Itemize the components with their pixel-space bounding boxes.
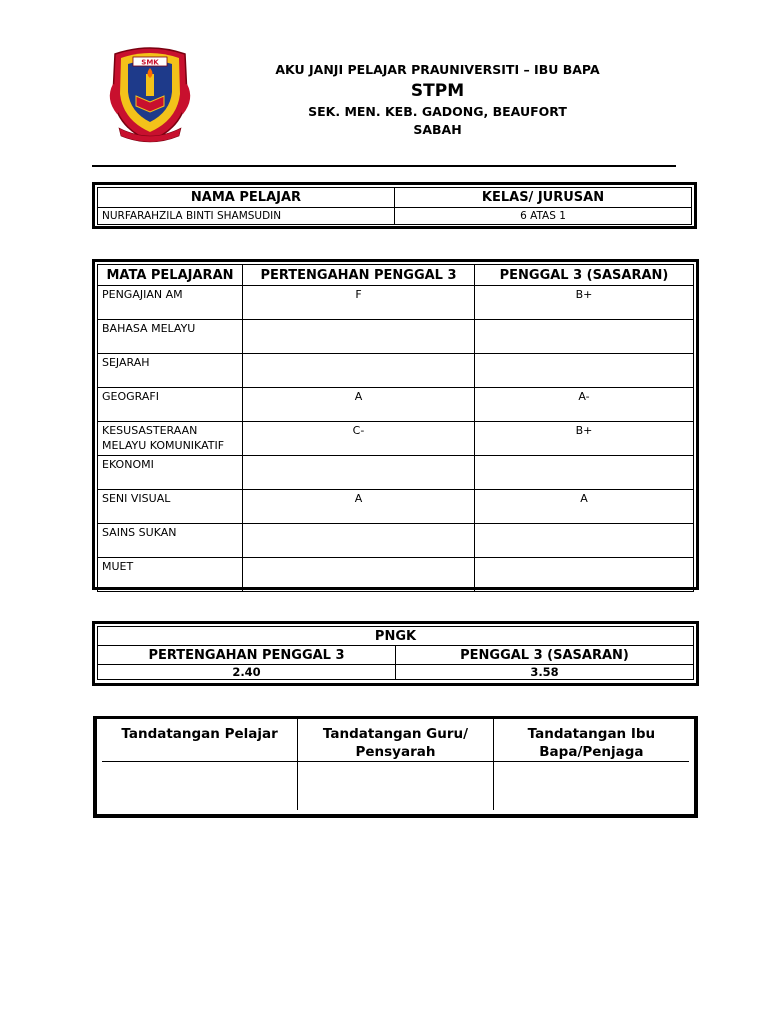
pngk-title: PNGK	[98, 627, 694, 646]
subjects-table	[92, 259, 699, 590]
target-grade: A-	[475, 388, 694, 422]
mid-term-grade	[243, 558, 475, 592]
subject-name: MUET	[98, 558, 243, 592]
subject-name: GEOGRAFI	[98, 388, 243, 422]
mid-term-grade: C-	[243, 422, 475, 456]
table-row	[98, 422, 694, 456]
student-name: NURFARAHZILA BINTI SHAMSUDIN	[98, 208, 395, 225]
table-row	[98, 286, 694, 320]
table-row	[98, 558, 694, 592]
school-state: SABAH	[413, 122, 462, 137]
pngk-mid-term-value: 2.40	[98, 665, 396, 680]
table-row	[98, 490, 694, 524]
subject-column-header: MATA PELAJARAN	[98, 265, 243, 286]
pngk-mid-term-header: PERTENGAHAN PENGGAL 3	[98, 646, 396, 665]
mid-term-grade: A	[243, 490, 475, 524]
mid-term-grade	[243, 456, 475, 490]
school-name: SEK. MEN. KEB. GADONG, BEAUFORT	[308, 104, 567, 119]
student-info-table	[92, 182, 697, 229]
exam-title: STPM	[410, 81, 465, 101]
teacher-signature-label: Tandatangan Guru/ Pensyarah	[298, 719, 494, 762]
crest-text: SMK	[141, 58, 159, 67]
class-header: KELAS/ JURUSAN	[395, 188, 692, 208]
parent-signature-label: Tandatangan Ibu Bapa/Penjaga	[493, 719, 689, 762]
parent-signature-field[interactable]	[493, 762, 689, 811]
school-crest-logo	[103, 44, 197, 144]
header-divider	[92, 165, 676, 167]
target-column-header: PENGGAL 3 (SASARAN)	[475, 265, 694, 286]
student-signature-field[interactable]	[102, 762, 298, 811]
target-grade: A	[475, 490, 694, 524]
target-grade	[475, 456, 694, 490]
mid-term-grade: A	[243, 388, 475, 422]
mid-term-column-header: PERTENGAHAN PENGGAL 3	[243, 265, 475, 286]
target-grade	[475, 354, 694, 388]
mid-term-grade	[243, 524, 475, 558]
student-signature-label: Tandatangan Pelajar	[102, 719, 298, 762]
table-row	[98, 456, 694, 490]
target-grade: B+	[475, 286, 694, 320]
signature-table	[93, 716, 698, 818]
target-grade	[475, 524, 694, 558]
subject-name: SAINS SUKAN	[98, 524, 243, 558]
mid-term-grade: F	[243, 286, 475, 320]
teacher-signature-field[interactable]	[298, 762, 494, 811]
mid-term-grade	[243, 354, 475, 388]
pngk-target-value: 3.58	[396, 665, 694, 680]
form-title: AKU JANJI PELAJAR PRAUNIVERSITI – IBU BAPA	[275, 62, 600, 77]
subject-name: SEJARAH	[98, 354, 243, 388]
subject-name: EKONOMI	[98, 456, 243, 490]
table-row	[98, 388, 694, 422]
table-row	[98, 354, 694, 388]
pngk-table	[92, 621, 699, 686]
target-grade	[475, 320, 694, 354]
subject-name: KESUSASTERAAN MELAYU KOMUNIKATIF	[98, 422, 243, 456]
target-grade: B+	[475, 422, 694, 456]
table-row	[98, 320, 694, 354]
mid-term-grade	[243, 320, 475, 354]
pngk-target-header: PENGGAL 3 (SASARAN)	[396, 646, 694, 665]
subject-name: BAHASA MELAYU	[98, 320, 243, 354]
target-grade	[475, 558, 694, 592]
subject-name: PENGAJIAN AM	[98, 286, 243, 320]
name-header: NAMA PELAJAR	[98, 188, 395, 208]
subject-name: SENI VISUAL	[98, 490, 243, 524]
student-class: 6 ATAS 1	[395, 208, 692, 225]
table-row	[98, 524, 694, 558]
